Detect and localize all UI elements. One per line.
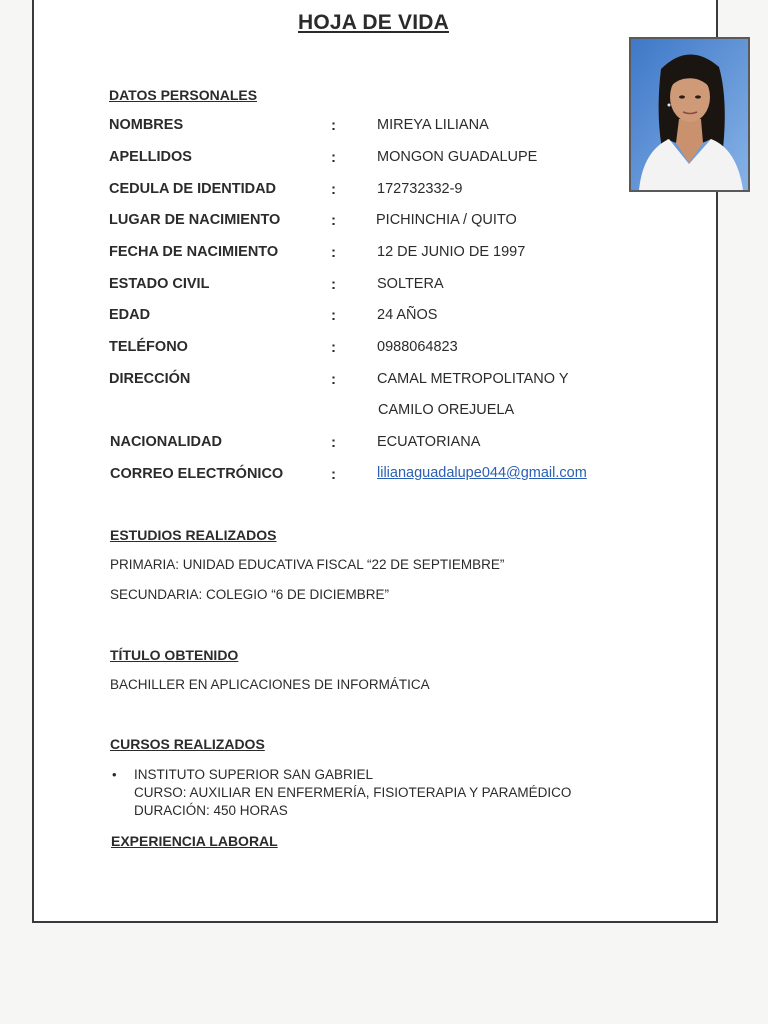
study-item-secundaria: SECUNDARIA: COLEGIO “6 DE DICIEMBRE” xyxy=(110,587,390,602)
field-value-nombres: MIREYA LILIANA xyxy=(377,117,489,133)
field-separator: : xyxy=(331,276,336,293)
field-separator: : xyxy=(331,466,336,483)
degree-text: BACHILLER EN APLICACIONES DE INFORMÁTICA xyxy=(110,677,430,692)
course-duration: DURACIÓN: 450 HORAS xyxy=(134,803,288,818)
study-item-primaria: PRIMARIA: UNIDAD EDUCATIVA FISCAL “22 DE SEPTIEMBRE” xyxy=(110,557,505,572)
field-separator: : xyxy=(331,149,336,166)
section-heading-degree: TÍTULO OBTENIDO xyxy=(110,647,239,663)
email-link[interactable]: lilianaguadalupe044@gmail.com xyxy=(377,465,587,481)
field-label-cedula: CEDULA DE IDENTIDAD xyxy=(109,181,277,197)
section-heading-courses: CURSOS REALIZADOS xyxy=(110,736,265,752)
field-label-telefono: TELÉFONO xyxy=(109,339,188,355)
bullet-icon: • xyxy=(112,767,117,782)
field-separator: : xyxy=(331,434,336,451)
field-label-nombres: NOMBRES xyxy=(109,117,184,133)
field-separator: : xyxy=(331,339,336,356)
field-value-estado-civil: SOLTERA xyxy=(377,276,444,292)
section-heading-studies: ESTUDIOS REALIZADOS xyxy=(110,527,277,543)
field-value-nacionalidad: ECUATORIANA xyxy=(377,434,481,450)
field-label-nacionalidad: NACIONALIDAD xyxy=(110,434,222,450)
field-separator: : xyxy=(331,181,336,198)
section-heading-experience: EXPERIENCIA LABORAL xyxy=(111,833,278,849)
field-separator: : xyxy=(331,307,336,324)
course-institution: INSTITUTO SUPERIOR SAN GABRIEL xyxy=(134,767,374,782)
profile-photo xyxy=(629,37,750,192)
field-value-telefono: 0988064823 xyxy=(377,339,458,355)
document-title: HOJA DE VIDA xyxy=(298,11,449,34)
course-name: CURSO: AUXILIAR EN ENFERMERÍA, FISIOTERAPIA Y PARAMÉDICO xyxy=(134,785,572,800)
field-value-edad: 24 AÑOS xyxy=(377,307,438,323)
field-label-correo: CORREO ELECTRÓNICO xyxy=(110,466,284,482)
field-label-apellidos: APELLIDOS xyxy=(109,149,192,165)
field-value-cedula: 172732332-9 xyxy=(377,181,463,197)
field-label-fecha-nacimiento: FECHA DE NACIMIENTO xyxy=(109,244,279,260)
field-separator: : xyxy=(331,117,336,134)
field-value-direccion: CAMAL METROPOLITANO Y xyxy=(377,371,569,387)
resume-sheet xyxy=(32,0,718,923)
field-value-fecha-nacimiento: 12 DE JUNIO DE 1997 xyxy=(377,244,526,260)
field-separator: : xyxy=(331,212,336,229)
field-value-apellidos: MONGON GUADALUPE xyxy=(377,149,538,165)
field-label-estado-civil: ESTADO CIVIL xyxy=(109,276,210,292)
field-label-edad: EDAD xyxy=(109,307,151,323)
portrait-photo-icon xyxy=(631,39,748,190)
field-value-direccion-line2: CAMILO OREJUELA xyxy=(378,402,515,418)
field-value-lugar-nacimiento: PICHINCHIA / QUITO xyxy=(376,212,517,228)
field-label-lugar-nacimiento: LUGAR DE NACIMIENTO xyxy=(109,212,281,228)
field-label-direccion: DIRECCIÓN xyxy=(109,371,191,387)
field-separator: : xyxy=(331,371,336,388)
section-heading-personal: DATOS PERSONALES xyxy=(109,87,258,103)
field-separator: : xyxy=(331,244,336,261)
